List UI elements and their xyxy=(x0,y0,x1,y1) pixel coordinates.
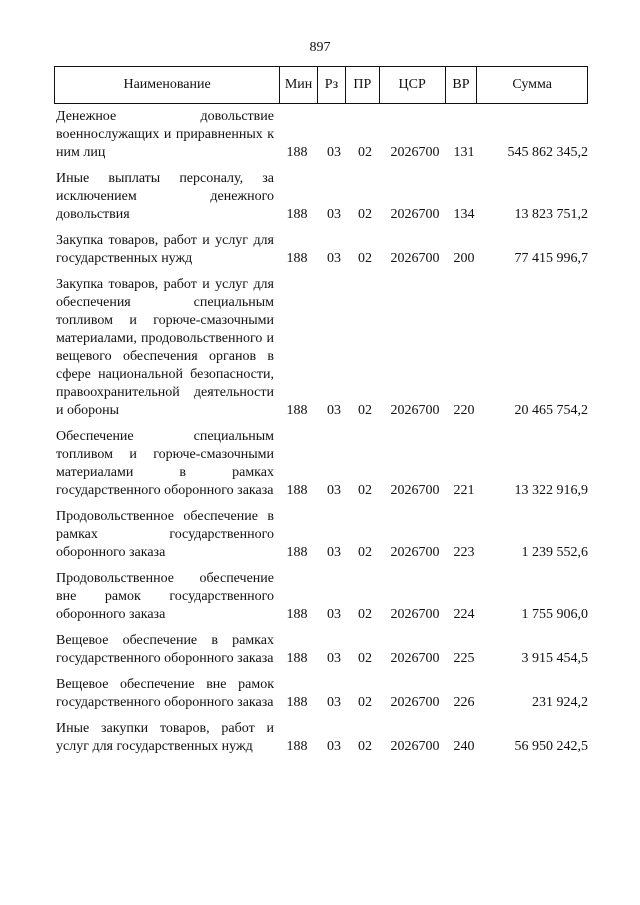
cell-rz: 03 xyxy=(327,607,341,622)
header-rz: Рз xyxy=(318,67,346,103)
cell-sum: 1 239 552,6 xyxy=(521,545,588,560)
cell-min: 188 xyxy=(286,483,308,498)
table-row xyxy=(54,720,588,756)
cell-rz: 03 xyxy=(327,403,341,418)
cell-sum: 20 465 754,2 xyxy=(514,403,588,418)
cell-rz: 03 xyxy=(327,483,341,498)
cell-sum: 3 915 454,5 xyxy=(521,651,588,666)
cell-min: 188 xyxy=(286,207,308,222)
header-csr: ЦСР xyxy=(380,67,446,103)
table-row xyxy=(54,170,588,224)
header-vr: ВР xyxy=(446,67,478,103)
cell-csr: 2026700 xyxy=(390,545,440,560)
table-row xyxy=(54,508,588,562)
cell-pr: 02 xyxy=(358,403,372,418)
cell-pr: 02 xyxy=(358,607,372,622)
cell-name: Вещевое обеспечение в рамках государственного оборонного заказа xyxy=(56,633,274,666)
cell-name: Продовольственное обеспечение в рамках государственного оборонного заказа xyxy=(56,509,274,560)
cell-sum: 13 322 916,9 xyxy=(514,483,588,498)
cell-min: 188 xyxy=(286,145,308,160)
cell-vr: 220 xyxy=(453,403,475,418)
table-header xyxy=(54,66,588,104)
cell-min: 188 xyxy=(286,607,308,622)
cell-name: Закупка товаров, работ и услуг для государственных нужд xyxy=(56,233,274,266)
cell-vr: 200 xyxy=(453,251,475,266)
cell-name: Обеспечение специальным топливом и горюче-смазочными материалами в рамках государственного оборонного заказа xyxy=(56,429,274,498)
cell-csr: 2026700 xyxy=(390,695,440,710)
cell-name: Вещевое обеспечение вне рамок государственного оборонного заказа xyxy=(56,677,274,710)
table-row xyxy=(54,570,588,624)
cell-rz: 03 xyxy=(327,545,341,560)
cell-pr: 02 xyxy=(358,251,372,266)
table-row xyxy=(54,428,588,500)
table-row xyxy=(54,632,588,668)
cell-name: Иные закупки товаров, работ и услуг для государственных нужд xyxy=(56,721,274,754)
table-row xyxy=(54,276,588,420)
cell-csr: 2026700 xyxy=(390,403,440,418)
cell-pr: 02 xyxy=(358,651,372,666)
cell-vr: 134 xyxy=(453,207,475,222)
cell-csr: 2026700 xyxy=(390,145,440,160)
cell-pr: 02 xyxy=(358,483,372,498)
cell-name: Продовольственное обеспечение вне рамок государственного оборонного заказа xyxy=(56,571,274,622)
cell-pr: 02 xyxy=(358,207,372,222)
cell-vr: 223 xyxy=(453,545,475,560)
cell-vr: 240 xyxy=(453,739,475,754)
cell-min: 188 xyxy=(286,403,308,418)
cell-sum: 56 950 242,5 xyxy=(514,739,588,754)
cell-sum: 77 415 996,7 xyxy=(514,251,588,266)
table-body xyxy=(54,108,588,764)
cell-csr: 2026700 xyxy=(390,607,440,622)
cell-vr: 131 xyxy=(453,145,475,160)
header-pr: ПР xyxy=(346,67,380,103)
cell-vr: 225 xyxy=(453,651,475,666)
cell-rz: 03 xyxy=(327,739,341,754)
cell-rz: 03 xyxy=(327,207,341,222)
cell-min: 188 xyxy=(286,695,308,710)
cell-name: Закупка товаров, работ и услуг для обеспечения специальным топливом и горюче-смазочными материалами, продовольственного и вещевого обеспечения органов в сфере национальной безопасности, правоохранительной деятельности и обороны xyxy=(56,277,274,418)
cell-sum: 1 755 906,0 xyxy=(521,607,588,622)
table-row xyxy=(54,676,588,712)
cell-min: 188 xyxy=(286,739,308,754)
cell-csr: 2026700 xyxy=(390,207,440,222)
cell-pr: 02 xyxy=(358,545,372,560)
cell-csr: 2026700 xyxy=(390,739,440,754)
cell-sum: 13 823 751,2 xyxy=(514,207,588,222)
cell-rz: 03 xyxy=(327,651,341,666)
cell-pr: 02 xyxy=(358,739,372,754)
cell-sum: 231 924,2 xyxy=(532,695,588,710)
cell-csr: 2026700 xyxy=(390,251,440,266)
cell-rz: 03 xyxy=(327,145,341,160)
cell-pr: 02 xyxy=(358,695,372,710)
header-sum: Сумма xyxy=(512,77,552,92)
cell-pr: 02 xyxy=(358,145,372,160)
cell-csr: 2026700 xyxy=(390,651,440,666)
cell-name: Денежное довольствие военнослужащих и приравненных к ним лиц xyxy=(56,109,274,160)
cell-vr: 226 xyxy=(453,695,475,710)
cell-name: Иные выплаты персоналу, за исключением денежного довольствия xyxy=(56,171,274,222)
table-row xyxy=(54,232,588,268)
header-name: Наименование xyxy=(55,67,280,103)
cell-rz: 03 xyxy=(327,695,341,710)
table-row xyxy=(54,108,588,162)
cell-min: 188 xyxy=(286,251,308,266)
cell-vr: 221 xyxy=(453,483,475,498)
cell-sum: 545 862 345,2 xyxy=(507,145,588,160)
cell-min: 188 xyxy=(286,651,308,666)
header-min: Мин xyxy=(280,67,318,103)
cell-csr: 2026700 xyxy=(390,483,440,498)
cell-rz: 03 xyxy=(327,251,341,266)
cell-vr: 224 xyxy=(453,607,475,622)
cell-min: 188 xyxy=(286,545,308,560)
page-number: 897 xyxy=(309,40,331,55)
